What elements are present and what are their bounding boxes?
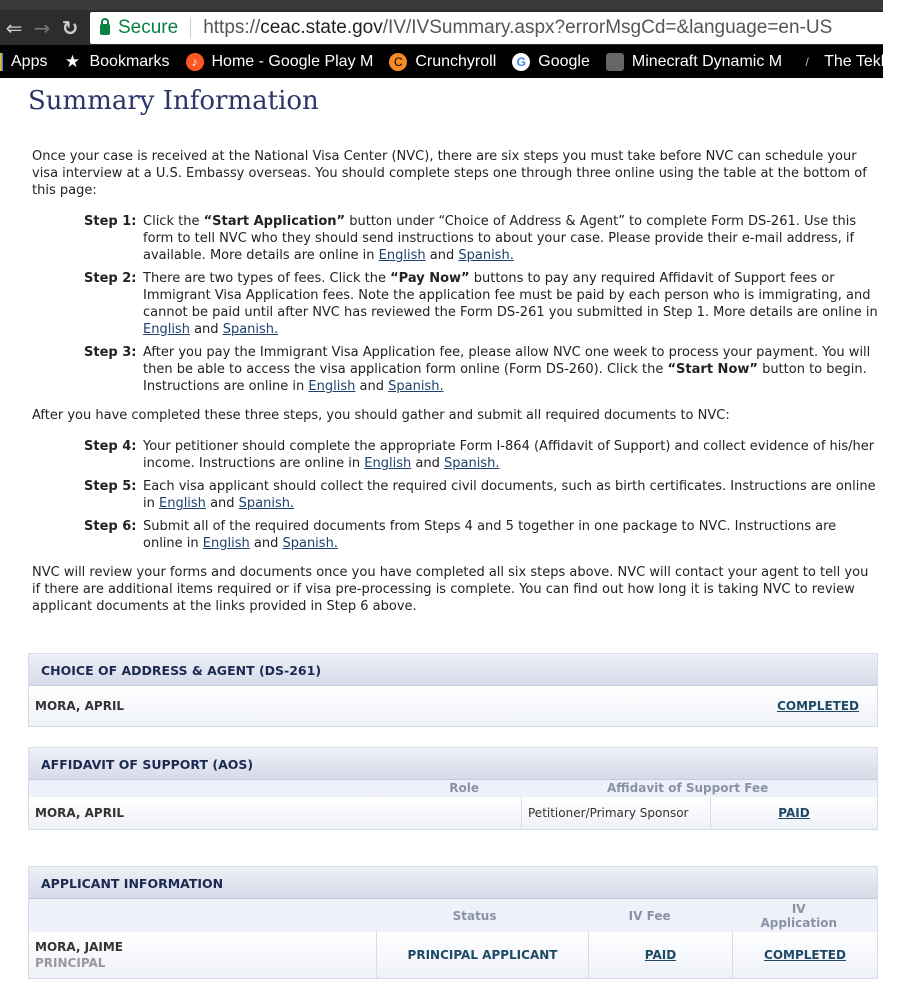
column-iv-application: IV Application [760,901,837,930]
aos-fee-link[interactable]: PAID [778,806,810,820]
english-link[interactable]: English [378,248,426,263]
url-text [203,17,832,39]
text: and [249,536,283,551]
step-label: Step 6: [84,519,137,534]
text: Each visa applicant should collect the required civil documents, such as birth certificates. Instructions are online in [143,479,876,511]
english-link[interactable]: English [143,322,190,337]
text: button under “Choice of Address & Agent” to complete Form DS-261. Use this form to tell NVC who they should send instructions to about your case. Please provide their e-mail address, if available. More details are online in [143,214,857,263]
url-path: /IV/IVSummary.aspx?errorMsgCd=&language=en-US [382,16,833,38]
url-prefix: https:// [203,16,261,38]
applicant-type: PRINCIPAL [35,956,106,970]
bookmark-google-play[interactable] [186,53,374,71]
table-row [29,686,877,726]
star-icon: ★ [64,51,81,71]
column-role: Role [449,781,479,795]
feather-icon: / [805,54,809,69]
ds261-header: CHOICE OF ADDRESS & AGENT (DS-261) [29,654,877,686]
middle-text: After you have completed these three steps, you should gather and submit all required documents to NVC: [32,408,730,423]
column-headers [29,780,877,797]
divider [190,17,191,39]
text: Submit all of the required documents from Steps 4 and 5 together in one package to NVC. Instructions are online in [143,519,837,551]
english-link[interactable]: English [202,536,250,551]
step-label: Step 3: [84,345,137,360]
browser-toolbar [0,10,883,45]
aos-panel [28,747,878,830]
sponsor-name: MORA, APRIL [35,806,125,820]
text: and [411,456,444,471]
bookmark-label: Home - Google Play M [211,52,374,70]
back-icon[interactable]: ⇐ [5,15,23,40]
applicant-panel [28,866,878,979]
aos-header: AFFIDAVIT OF SUPPORT (AOS) [29,748,877,780]
step-label: Step 4: [84,439,137,454]
iv-fee-link[interactable]: PAID [644,948,677,962]
text: After you pay the Immigrant Visa Application fee, please allow NVC one week to process your payment. You will then be able to access the visa application form online (Form DS-260). Click the [143,345,871,377]
step-text [143,344,878,395]
table-row [29,932,877,978]
minecraft-icon [606,53,624,71]
text: buttons to pay any required Affidavit of Support fees or Immigrant Visa Application fees. Note the application fee must be paid by each person who is immigrating, and cannot be paid until after NVC has reviewed the Form DS-261 you submitted in Step 1. More details are online in [143,271,878,320]
text-bold: “Start Application” [203,214,346,229]
bookmark-label: Bookmarks [89,52,170,70]
step-text [143,478,878,512]
bookmark-crunchyroll[interactable] [389,53,496,71]
google-icon: G [512,53,530,71]
english-link[interactable]: English [158,496,206,511]
column-iv-fee: IV Fee [628,908,671,923]
step-1 [84,213,883,264]
step-text [143,438,878,472]
page-title: Summary Information [28,86,319,116]
crunchyroll-icon: C [389,53,407,71]
bookmark-label: Apps [11,52,48,70]
text-bold: “Pay Now” [390,271,470,286]
lock-icon [100,24,110,35]
bookmark-tekkit[interactable] [798,53,916,71]
iv-application-link[interactable]: COMPLETED [764,948,846,962]
step-6 [84,518,883,552]
url-host: ceac.state.gov [260,16,383,38]
secure-label: Secure [118,16,179,38]
applicant-status: PRINCIPAL APPLICANT [376,932,588,978]
bookmark-bookmarks[interactable] [63,53,169,71]
address-bar[interactable] [90,12,883,44]
text: and [425,248,459,263]
text: Click the [143,214,204,229]
table-row [29,797,877,829]
bookmark-apps[interactable] [0,53,47,71]
applicant-name: MORA, APRIL [35,699,125,713]
text: There are two types of fees. Click the [143,271,391,286]
step-4 [84,438,883,472]
step-label: Step 5: [84,479,137,494]
spanish-link[interactable]: Spanish. [458,248,514,263]
spanish-link[interactable]: Spanish. [443,456,500,471]
steps-list-1 [84,213,883,395]
google-play-music-icon: ♪ [186,53,204,71]
bookmark-label: The Tekkit W [824,52,916,70]
tab-strip [0,0,883,10]
ds261-status-link[interactable]: COMPLETED [777,699,859,713]
step-label: Step 2: [84,271,137,286]
column-fee: Affidavit of Support Fee [607,781,769,795]
step-label: Step 1: [84,214,137,229]
applicant-cell [29,939,376,971]
apps-grid-icon [0,53,3,71]
steps-list-2 [84,438,883,552]
page-content [0,86,883,979]
bookmark-label: Google [538,52,590,70]
outro-text: NVC will review your forms and documents once you have completed all six steps above. NVC will contact your agent to tell you if there are additional items required or if visa pre-processing is complete. You can find out how long it is taking NVC to review applicant documents at the links provided in Step 6 above. [32,565,869,614]
text: Your petitioner should complete the appropriate Form I-864 (Affidavit of Support) and collect evidence of his/her income. Instructions are online in [143,439,875,471]
bookmark-label: Crunchyroll [415,52,497,70]
bookmark-minecraft[interactable] [606,53,782,71]
spanish-link[interactable]: Spanish. [282,536,338,551]
text: and [355,379,389,394]
english-link[interactable]: English [364,456,412,471]
sponsor-role: Petitioner/Primary Sponsor [521,797,711,829]
text: button to begin. Instructions are online in [143,362,867,394]
bookmark-google[interactable] [512,53,590,71]
spanish-link[interactable]: Spanish. [222,322,279,337]
step-text [143,270,878,338]
text: and [205,496,239,511]
english-link[interactable]: English [308,379,356,394]
ds261-panel [28,653,878,727]
step-3 [84,344,883,395]
step-text [143,213,878,264]
bookmark-label: Minecraft Dynamic M [631,52,783,70]
text: and [189,322,223,337]
column-headers [29,899,877,932]
column-status: Status [452,908,497,923]
bookmarks-bar [0,45,916,78]
step-text [143,518,878,552]
step-2 [84,270,883,338]
spanish-link[interactable]: Spanish. [388,379,444,394]
step-5 [84,478,883,512]
text-bold: “Start Now” [667,362,758,377]
reload-icon[interactable]: ↻ [61,15,79,40]
applicant-name: MORA, JAIME [35,940,123,954]
forward-icon[interactable]: → [33,15,51,40]
applicant-header: APPLICANT INFORMATION [29,867,877,899]
intro-text: Once your case is received at the National Visa Center (NVC), there are six steps you must take before NVC can schedule your visa interview at a U.S. Embassy overseas. You should complete steps one through three online using the table at the bottom of this page: [32,149,867,198]
spanish-link[interactable]: Spanish. [238,496,295,511]
